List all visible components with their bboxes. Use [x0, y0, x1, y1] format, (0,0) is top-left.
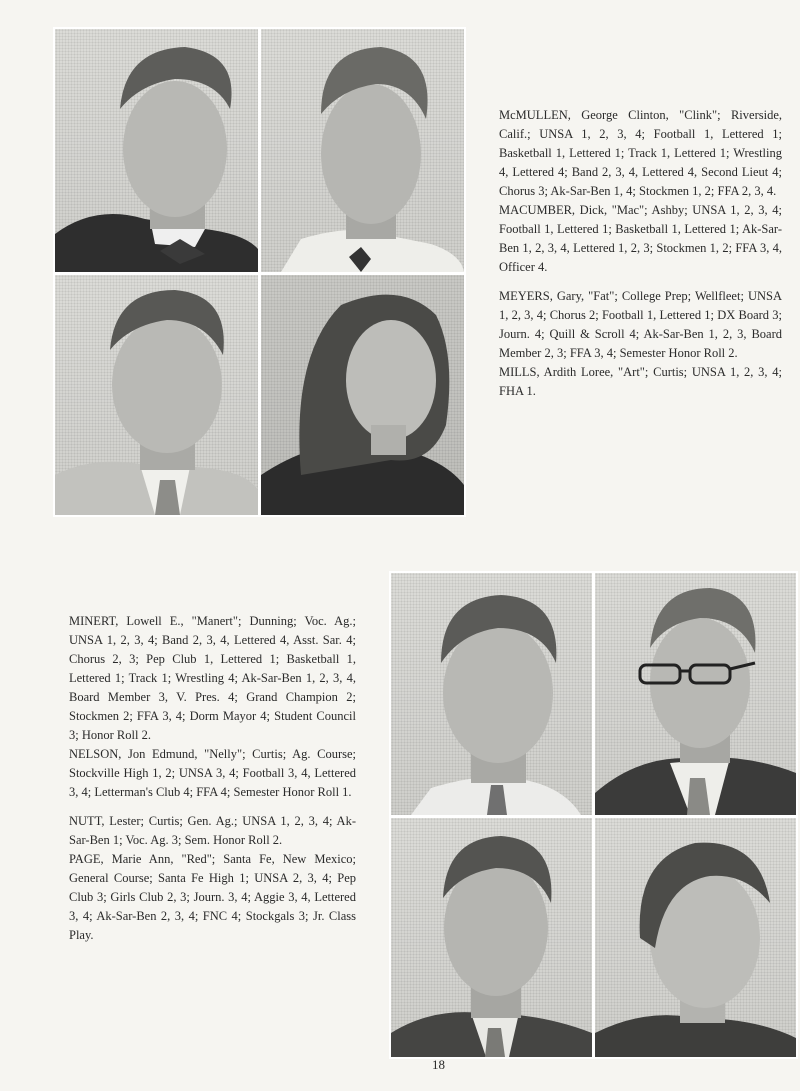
portrait-nelson [595, 573, 796, 815]
biography-mcmullen: McMULLEN, George Clinton, "Clink"; Riverside, Calif.; UNSA 1, 2, 3, 4; Football 1, Lettered 1; Basketball 1, Lettered 1; Track 1, Lettered 1; Wrestling 4, Lettered 4; Band 2, 3, 4, Lettered 4, Second Lieut 4; Chorus 3; Ak-Sar-Ben 1, 4; Stockmen 1, 2; FFA 2, 3, 4. [499, 108, 782, 198]
biography-mills: MILLS, Ardith Loree, "Art"; Curtis; UNSA 1, 2, 3, 4; FHA 1. [499, 365, 782, 398]
portrait-macumber [261, 29, 464, 272]
biography-nutt: NUTT, Lester; Curtis; Gen. Ag.; UNSA 1, 2, 3, 4; Ak-Sar-Ben 1; Voc. Ag. 3; Sem. Honor Roll 2. [69, 814, 356, 847]
portrait-nutt [391, 818, 592, 1057]
portrait-page [595, 818, 796, 1057]
portrait-minert [391, 573, 592, 815]
bottom-biography-block [69, 612, 356, 945]
biography-nelson: NELSON, Jon Edmund, "Nelly"; Curtis; Ag. Course; Stockville High 1, 2; UNSA 3, 4; Football 3, 4, Lettered 3, 4; Letterman's Club 4; FFA 4; Semester Honor Roll 1. [69, 747, 356, 799]
biography-minert: MINERT, Lowell E., "Manert"; Dunning; Voc. Ag.; UNSA 1, 2, 3, 4; Band 2, 3, 4, Lettered 4, Asst. Sar. 4; Chorus 2, 3; Pep Club 1, Lettered 1; Basketball 1, Lettered 1; Track 1; Wrestling 4; Ak-Sar-Ben 1, 2, 3, 4, Board Member 3, V. Pres. 4; Grand Champion 2; Stockmen 2; FFA 3, 4; Dorm Mayor 4; Student Council 3; Honor Roll 2. [69, 614, 356, 742]
portrait-mcmullen [55, 29, 258, 272]
bottom-portrait-grid [389, 571, 798, 1059]
biography-page: PAGE, Marie Ann, "Red"; Santa Fe, New Mexico; General Course; Santa Fe High 1; UNSA 2, 3, 4; Pep Club 3; Girls Club 2, 3; Journ. 3, 4; Aggie 3, 4, Lettered 3, 4; Ak-Sar-Ben 2, 3, 4; FNC 4; Stockgals 3; Jr. Class Play. [69, 852, 356, 942]
biography-meyers: MEYERS, Gary, "Fat"; College Prep; Wellfleet; UNSA 1, 2, 3, 4; Chorus 2; Football 1, Lettered 1; DX Board 3; Journ. 4; Quill & Scroll 4; Ak-Sar-Ben 1, 2, 3, Board Member 2, 3; FFA 3, 4; Semester Honor Roll 2. [499, 289, 782, 360]
portrait-mills [261, 275, 464, 515]
biography-macumber: MACUMBER, Dick, "Mac"; Ashby; UNSA 1, 2, 3, 4; Football 1, Lettered 1; Basketball 1, Lettered 1; Ak-Sar-Ben 1, 2, 3, 4, Lettered 1, 2, 3; Stockmen 1, 2; FFA 3, 4, Officer 4. [499, 203, 782, 274]
top-biography-block [499, 106, 782, 401]
page-number: 18 [432, 1057, 445, 1072]
portrait-meyers [55, 275, 258, 515]
top-portrait-grid [53, 27, 466, 517]
